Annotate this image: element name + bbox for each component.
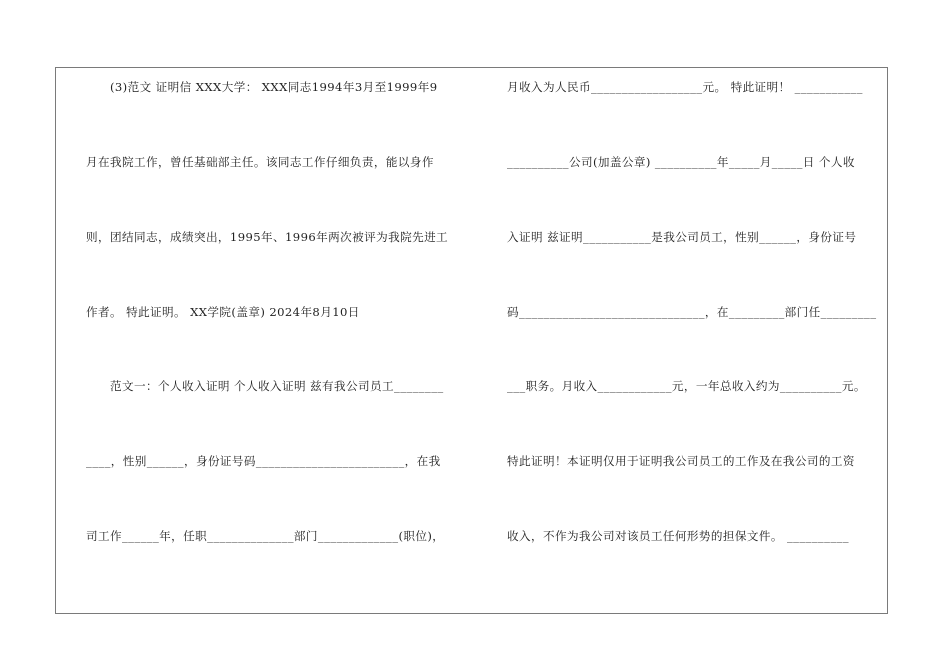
text-line: 范文一：个人收入证明 个人收入证明 兹有我公司员工________ — [86, 379, 444, 393]
text-line: 特此证明！本证明仅用于证明我公司员工的工作及在我公司的工资 — [507, 454, 855, 468]
text-line: 月在我院工作，曾任基础部主任。该同志工作仔细负责，能以身作 — [86, 155, 434, 169]
text-line: 码______________________________，在_________部门任_________ — [507, 305, 877, 319]
text-line: 月收入为人民币__________________元。 特此证明！ ___________ — [507, 80, 863, 94]
text-line: 则，团结同志，成绩突出，1995年、1996年两次被评为我院先进工 — [86, 230, 449, 244]
text-line: ____，性别______，身份证号码________________________，在我 — [86, 454, 441, 468]
document-frame — [55, 67, 888, 614]
text-line: __________公司(加盖公章) __________年_____月_____日 个人收 — [507, 155, 855, 169]
text-line: 作者。 特此证明。 XX学院(盖章) 2024年8月10日 — [86, 305, 360, 319]
text-line: (3)范文 证明信 XXX大学： XXX同志1994年3月至1999年9 — [86, 80, 438, 94]
text-line: 司工作______年，任职______________部门_____________(职位)， — [86, 529, 445, 543]
text-line: 收入，不作为我公司对该员工任何形势的担保文件。 __________ — [507, 529, 849, 543]
text-line: ___职务。月收入____________元，一年总收入约为__________元。 — [507, 379, 866, 393]
text-line: 入证明 兹证明___________是我公司员工，性别______，身份证号 — [507, 230, 857, 244]
